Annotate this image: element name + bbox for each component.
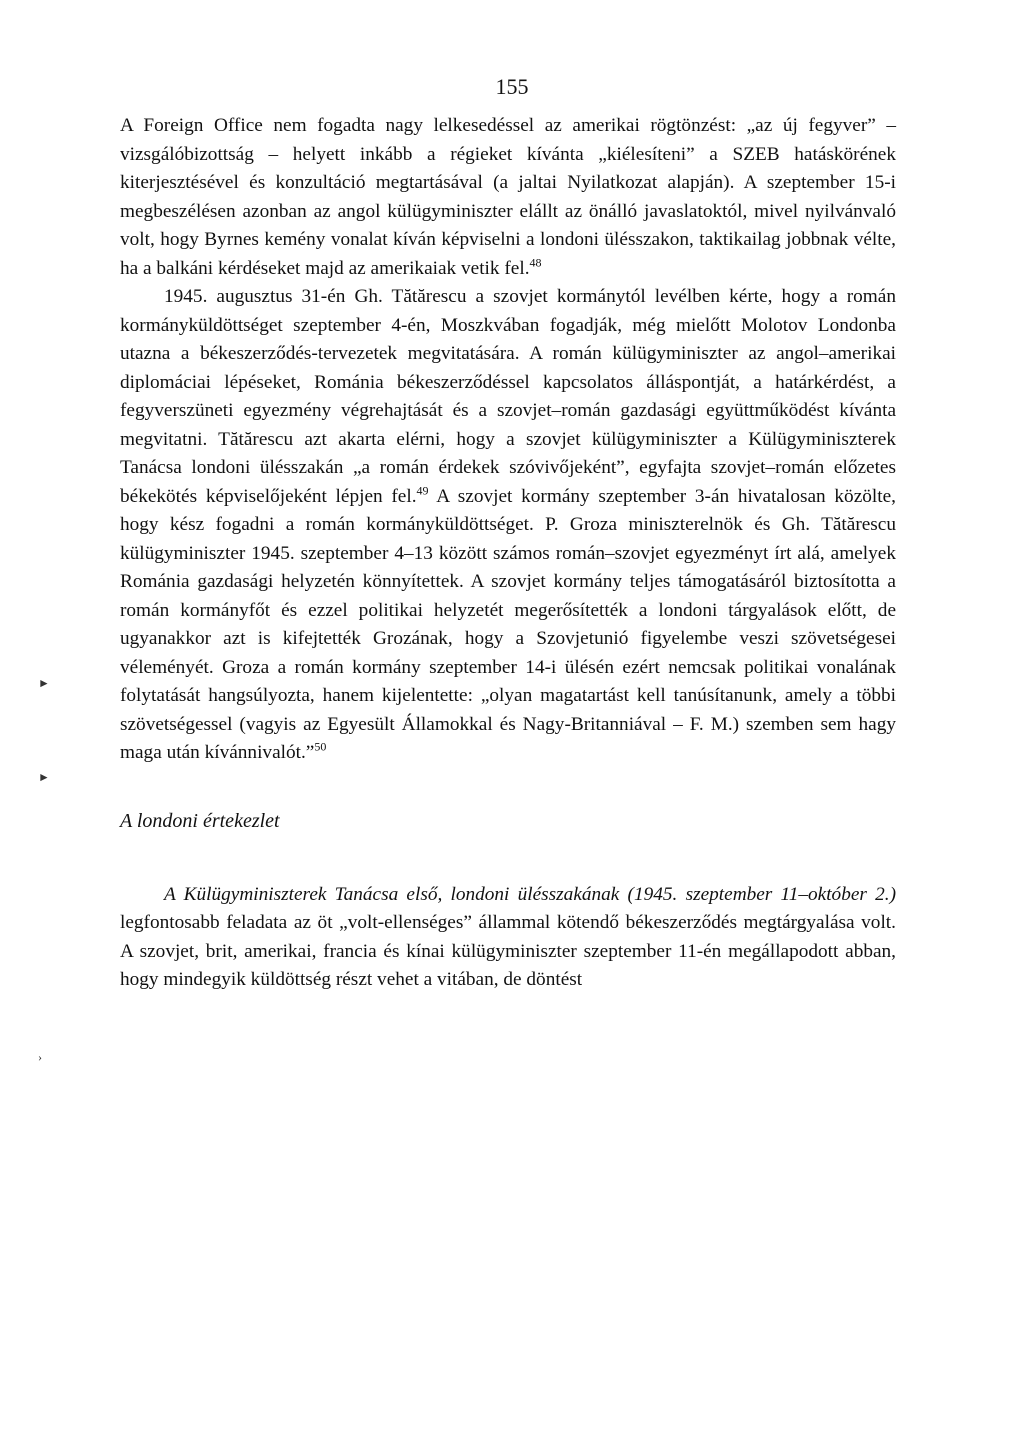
page-number: 155	[495, 74, 529, 99]
italic-lead: A Külügyminiszterek Tanácsa első, londoni ülésszakának (1945. szeptember 11–október 2.)	[164, 883, 896, 905]
paragraph-2	[120, 283, 896, 768]
paragraph-3	[120, 881, 896, 995]
footnote-ref: 48	[529, 255, 542, 270]
margin-arrow-icon: ►	[38, 676, 50, 690]
section-title: A londoni értekezlet	[120, 809, 280, 832]
footnote-ref: 50	[314, 739, 327, 754]
margin-arrow-icon: ►	[38, 770, 50, 784]
paragraph-text: A szovjet kormány szeptember 3-án hivatalosan közölte, hogy kész fogadni a román kormányküldöttséget. P. Groza miniszterelnök és Gh. Tătărescu külügyminiszter 1945. szeptember 4–13 között számos román–szovjet egyezményt írt alá, amelyek Románia gazdasági helyzetén könnyítettek. A szovjet kormány teljes támogatásáról biztosította a román kormányfőt és ezzel politikai helyzetét megerősítették a londoni tárgyalások előtt, de ugyanakkor azt is kifejtették Grozának, hogy a Szovjetunió figyelembe veszi szövetségesei véleményét. Groza a román kormány szeptember 14-i ülésén ezért nemcsak politikai vonalának folytatását hangsúlyozta, hanem kijelentette: „olyan magatartást kell tanúsítanunk, amely a többi szövetségessel (vagyis az Egyesült Államokkal és Nagy-Britanniával – F. M.) szemben sem hagy maga után kívánnivalót.”	[120, 485, 896, 763]
footnote-ref: 49	[416, 483, 429, 498]
paragraph-text: A Foreign Office nem fogadta nagy lelkesedéssel az amerikai rögtönzést: „az új fegyver” – vizsgálóbizottság – helyett inkább a régieket kívánta „kiélesíteni” a SZEB hatáskörének kiterjesztésével és konzultáció megtartásával (a jaltai Nyilatkozat alapján). A szeptember 15-i megbeszélésen azonban az angol külügyminiszter elállt az önálló javaslatoktól, mivel nyilvánvaló volt, hogy Byrnes kemény vonalat kíván képviselni a londoni ülésszakon, taktikailag jobbnak vélte, ha a balkáni kérdéseket majd az amerikaiak vetik fel.	[120, 115, 896, 279]
margin-arrow-icon: ›	[38, 1050, 42, 1064]
paragraph-text: legfontosabb feladata az öt „volt-ellenséges” állammal kötendő békeszerződés megtárgyalása volt. A szovjet, brit, amerikai, francia és kínai külügyminiszter szeptember 11-én megállapodott abban, hogy mindegyik küldöttség részt vehet a vitában, de döntést	[120, 912, 896, 990]
page-body	[120, 112, 896, 995]
paragraph-1	[120, 112, 896, 283]
margin-marks	[0, 0, 60, 1439]
paragraph-text: 1945. augusztus 31-én Gh. Tătărescu a szovjet kormánytól levélben kérte, hogy a román kormányküldöttséget szeptember 4-én, Moszkvában fogadják, még mielőtt Molotov Londonba utazna a békeszerződés-tervezetek megvitatására. A román külügyminiszter az angol–amerikai diplomáciai lépéseket, Románia békeszerződéssel kapcsolatos álláspontját, a határkérdést, a fegyverszüneti egyezmény végrehajtását és a szovjet–román gazdasági együttműködést kívánta megvitatni. Tătărescu azt akarta elérni, hogy a szovjet külügyminiszter a Külügyminiszterek Tanácsa londoni ülésszakán „a román érdekek szóvivőjeként”, egyfajta szovjet–román előzetes békekötés képviselőjeként lépjen fel.	[120, 286, 896, 507]
